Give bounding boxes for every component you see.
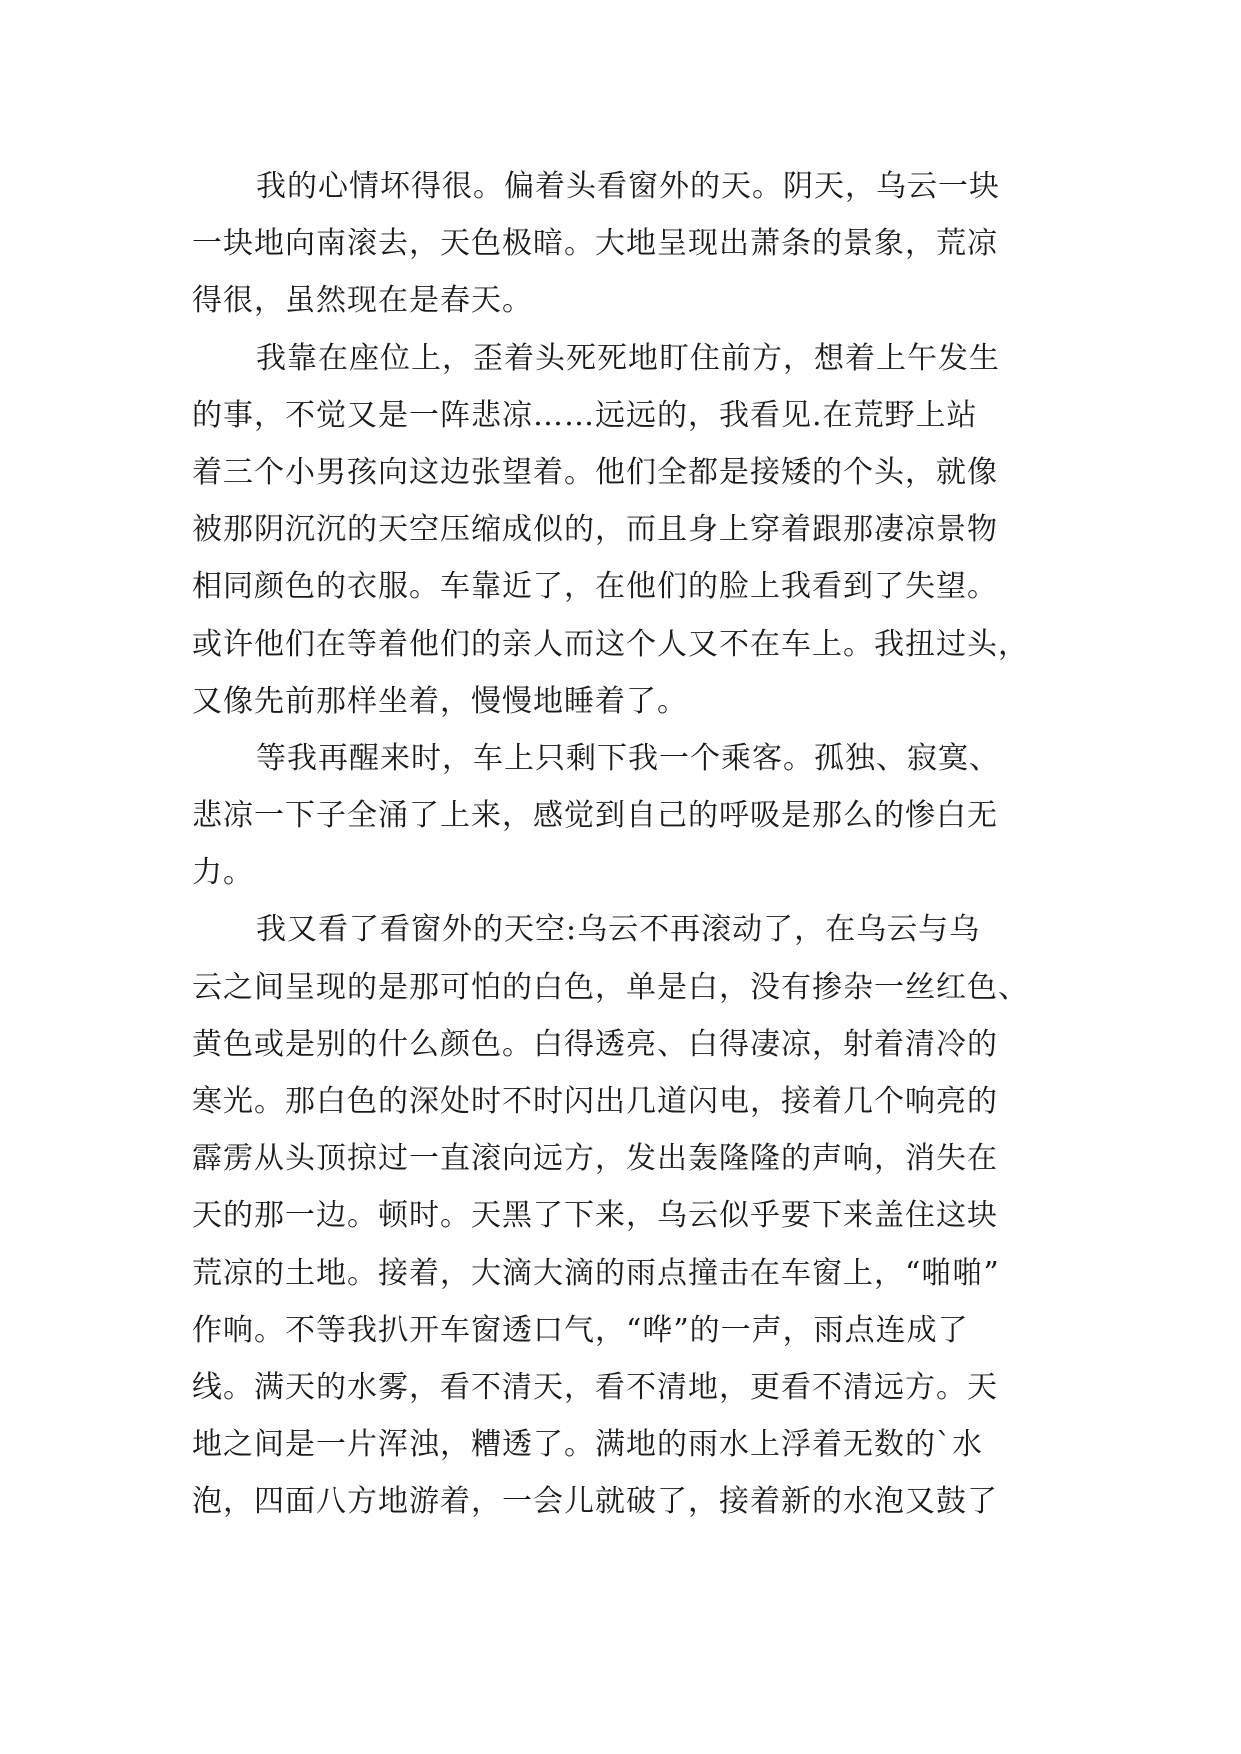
- text-line: 荒凉的土地。接着，大滴大滴的雨点撞击在车窗上，“啪啪”: [192, 1255, 1000, 1291]
- text-line: 相同颜色的衣服。车靠近了，在他们的脸上我看到了失望。: [192, 569, 998, 605]
- text-line: 作响。不等我扒开车窗透口气，“哗”的一声，雨点连成了: [192, 1312, 969, 1348]
- text-line: 或许他们在等着他们的亲人而这个人又不在车上。我扭过头，: [192, 626, 1029, 662]
- text-line: 线。满天的水雾，看不清天，看不清地，更看不清远方。天: [192, 1369, 998, 1405]
- text-line: 地之间是一片浑浊，糟透了。满地的雨水上浮着无数的`水: [192, 1427, 983, 1463]
- text-line: 的事，不觉又是一阵悲凉……远远的，我看见.在荒野上站: [192, 397, 978, 433]
- text-line: 霹雳从头顶掠过一直滚向远方，发出轰隆隆的声响，消失在: [192, 1141, 998, 1177]
- text-line: 泡，四面八方地游着，一会儿就破了，接着新的水泡又鼓了: [192, 1484, 998, 1520]
- text-line: 我靠在座位上，歪着头死死地盯住前方，想着上午发生: [256, 340, 1000, 376]
- text-line: 等我再醒来时，车上只剩下我一个乘客。孤独、寂寞、: [256, 740, 1000, 776]
- paragraph: [192, 901, 1052, 1530]
- text-line: 得很，虽然现在是春天。: [192, 283, 533, 319]
- text-line: 黄色或是别的什么颜色。白得透亮、白得凄凉，射着清冷的: [192, 1026, 998, 1062]
- text-line: 我的心情坏得很。偏着头看窗外的天。阴天，乌云一块: [256, 169, 1000, 204]
- paragraph: [192, 730, 1052, 902]
- text-line: 我又看了看窗外的天空:乌云不再滚动了，在乌云与乌: [256, 912, 981, 948]
- text-line: 寒光。那白色的深处时不时闪出几道闪电，接着几个响亮的: [192, 1084, 998, 1119]
- text-line: 力。: [192, 855, 254, 891]
- essay-body: [192, 158, 1052, 1531]
- text-line: 着三个小男孩向这边张望着。他们全都是接矮的个头，就像: [192, 454, 998, 490]
- text-line: 又像先前那样坐着，慢慢地睡着了。: [192, 683, 688, 719]
- text-line: 一块地向南滚去，天色极暗。大地呈现出萧条的景象，荒凉: [192, 226, 998, 262]
- text-line: 被那阴沉沉的天空压缩成似的，而且身上穿着跟那凄凉景物: [192, 512, 998, 548]
- paragraph: [192, 158, 1052, 330]
- text-line: 云之间呈现的是那可怕的白色，单是白，没有掺杂一丝红色、: [192, 969, 1029, 1005]
- paragraph: [192, 330, 1052, 730]
- text-line: 天的那一边。顿时。天黑了下来，乌云似乎要下来盖住这块: [192, 1198, 998, 1234]
- text-line: 悲凉一下子全涌了上来，感觉到自己的呼吸是那么的惨白无: [192, 798, 998, 834]
